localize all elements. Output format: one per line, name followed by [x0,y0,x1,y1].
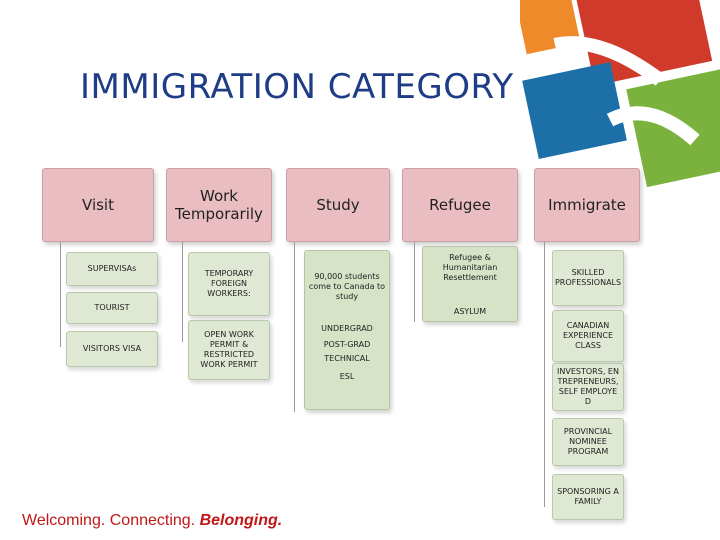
footer-tagline-belonging: Belonging. [199,512,283,529]
page-title: IMMIGRATION CATEGORY [80,67,514,107]
connector-refugee [414,242,415,322]
study-students-count: 90,000 students come to Canada to study [308,272,386,301]
box-temporary-foreign-workers: TEMPORARY FOREIGN WORKERS: [188,252,270,316]
connector-work [182,242,183,342]
study-undergrad: UNDERGRAD [321,324,373,333]
header-immigrate: Immigrate [534,168,640,242]
refugee-asylum: ASYLUM [453,307,487,316]
footer-tagline-part1: Welcoming. Connecting. [22,512,200,529]
box-tourist: TOURIST [66,292,158,324]
header-visit: Visit [42,168,154,242]
header-study: Study [286,168,390,242]
box-visitors-visa: VISITORS VISA [66,331,158,367]
header-work-temporarily-label: Work Temporarily [175,187,263,223]
footer-tagline [22,512,382,534]
header-work-temporarily [166,168,272,242]
box-skilled-professionals: SKILLED PROFESSIONALS [552,250,624,306]
box-investors: INVESTORS, ENTREPRENEURS, SELF EMPLOYED [552,363,624,411]
study-post-grad: POST-GRAD [323,340,371,349]
box-sponsoring-family: SPONSORING A FAMILY [552,474,624,520]
box-provincial-nominee: PROVINCIAL NOMINEE PROGRAM [552,418,624,466]
box-canadian-experience-class: CANADIAN EXPERIENCE CLASS [552,310,624,362]
box-open-work-permit: OPEN WORK PERMIT & RESTRICTED WORK PERMIT [188,320,270,380]
logo-blue-tile [522,62,627,159]
box-supervisas: SUPERVISAs [66,252,158,286]
connector-study [294,242,295,412]
connector-immigrate [544,242,545,507]
study-esl: ESL [339,372,355,381]
connector-visit [60,242,61,347]
study-technical: TECHNICAL [324,354,370,363]
refugee-resettlement: Refugee & Humanitarian Resettlement [442,253,498,282]
header-refugee: Refugee [402,168,518,242]
